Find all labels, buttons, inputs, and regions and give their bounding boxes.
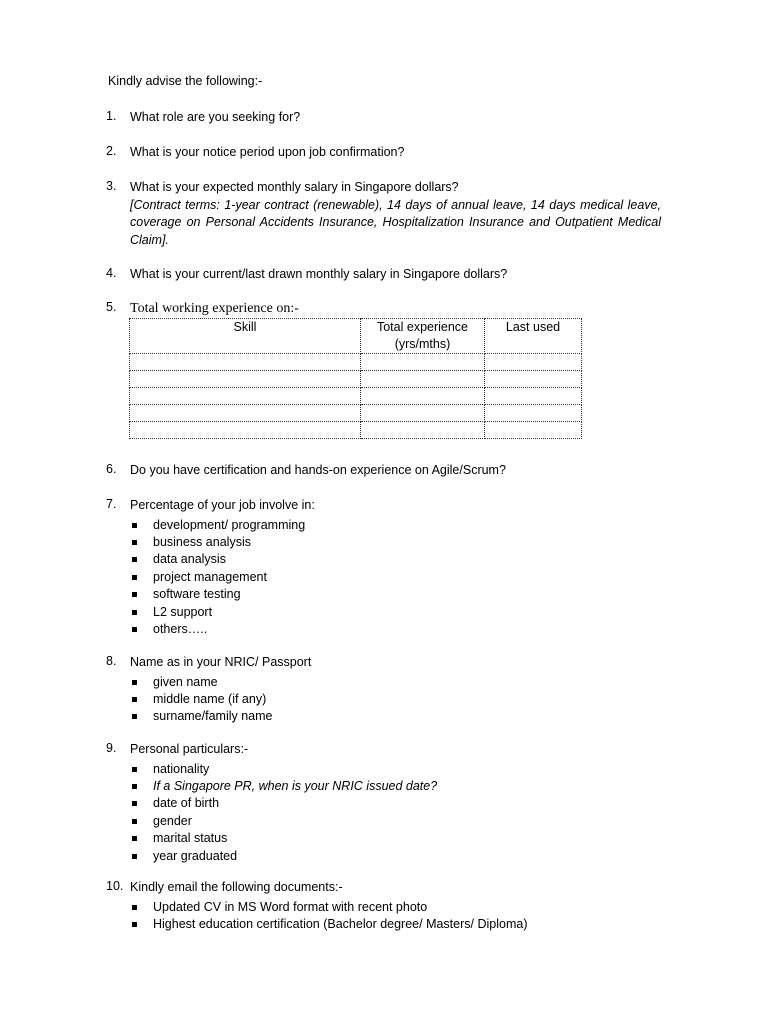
question-number: 8. (106, 654, 117, 668)
list-item: middle name (if any) (130, 691, 666, 708)
question-1 (106, 109, 666, 127)
list-item: nationality (130, 761, 666, 778)
question-number: 4. (106, 266, 117, 280)
question-text: Percentage of your job involve in: (130, 498, 315, 512)
list-item: Updated CV in MS Word format with recent photo (130, 899, 666, 916)
table-cell[interactable] (485, 354, 582, 371)
table-cell[interactable] (361, 388, 485, 405)
list-item: year graduated (130, 848, 666, 865)
question-text: Name as in your NRIC/ Passport (130, 655, 312, 669)
question-10 (106, 879, 666, 933)
question-number: 5. (106, 300, 117, 314)
question-number: 9. (106, 741, 117, 755)
documents-list (130, 899, 666, 934)
list-item: project management (130, 569, 666, 586)
table-cell[interactable] (361, 422, 485, 439)
table-cell[interactable] (485, 388, 582, 405)
table-cell[interactable] (361, 405, 485, 422)
question-3 (106, 179, 661, 249)
personal-particulars-list (130, 761, 666, 865)
column-header-total-experience: Total experience (yrs/mths) (361, 319, 485, 354)
question-text: What is your current/last drawn monthly salary in Singapore dollars? (130, 267, 508, 281)
table-row (130, 371, 582, 388)
question-text: What is your notice period upon job confirmation? (130, 145, 405, 159)
table-cell[interactable] (361, 354, 485, 371)
question-5 (106, 300, 666, 317)
list-item: L2 support (130, 604, 666, 621)
contract-terms-note: [Contract terms: 1-year contract (renewable), 14 days of annual leave, 14 days medical leave, coverage on Personal Accidents Insurance, Hospitalization Insurance and Outpatient Medical Claim]. (130, 197, 661, 247)
question-8 (106, 654, 666, 726)
question-4 (106, 266, 666, 284)
table-cell[interactable] (485, 422, 582, 439)
column-header-skill: Skill (130, 319, 361, 354)
question-text: Personal particulars:- (130, 742, 249, 756)
table-cell[interactable] (485, 405, 582, 422)
table-cell[interactable] (130, 371, 361, 388)
question-text: Kindly email the following documents:- (130, 880, 343, 894)
table-row (130, 405, 582, 422)
list-item: given name (130, 674, 666, 691)
question-text: What is your expected monthly salary in Singapore dollars? (130, 180, 459, 194)
question-number: 1. (106, 109, 117, 123)
question-text: What role are you seeking for? (130, 110, 301, 124)
table-cell[interactable] (130, 388, 361, 405)
intro-text: Kindly advise the following:- (108, 74, 263, 88)
list-item: marital status (130, 830, 666, 847)
table-row (130, 354, 582, 371)
list-item: development/ programming (130, 517, 666, 534)
job-involvement-list (130, 517, 666, 639)
list-item: gender (130, 813, 666, 830)
question-number: 7. (106, 497, 117, 511)
table-row (130, 388, 582, 405)
list-item: Highest education certification (Bachelor degree/ Masters/ Diploma) (130, 916, 666, 933)
list-item: date of birth (130, 795, 666, 812)
table-row (130, 422, 582, 439)
question-number: 10. (106, 879, 124, 893)
table-cell[interactable] (485, 371, 582, 388)
experience-table (129, 318, 582, 439)
name-list (130, 674, 666, 726)
question-6 (106, 462, 666, 480)
list-item: If a Singapore PR, when is your NRIC issued date? (130, 778, 666, 795)
list-item: business analysis (130, 534, 666, 551)
table-cell[interactable] (130, 354, 361, 371)
question-text: Total working experience on:- (130, 301, 299, 316)
list-item: others….. (130, 621, 666, 638)
list-item: software testing (130, 586, 666, 603)
table-cell[interactable] (361, 371, 485, 388)
question-number: 3. (106, 179, 117, 193)
table-header-row (130, 319, 582, 354)
table-cell[interactable] (130, 405, 361, 422)
question-text: Do you have certification and hands-on experience on Agile/Scrum? (130, 463, 506, 477)
question-7 (106, 497, 666, 638)
list-item: surname/family name (130, 708, 666, 725)
list-item: data analysis (130, 551, 666, 568)
question-number: 2. (106, 144, 117, 158)
question-2 (106, 144, 666, 162)
table-cell[interactable] (130, 422, 361, 439)
column-header-last-used: Last used (485, 319, 582, 354)
question-9 (106, 741, 666, 865)
question-number: 6. (106, 462, 117, 476)
